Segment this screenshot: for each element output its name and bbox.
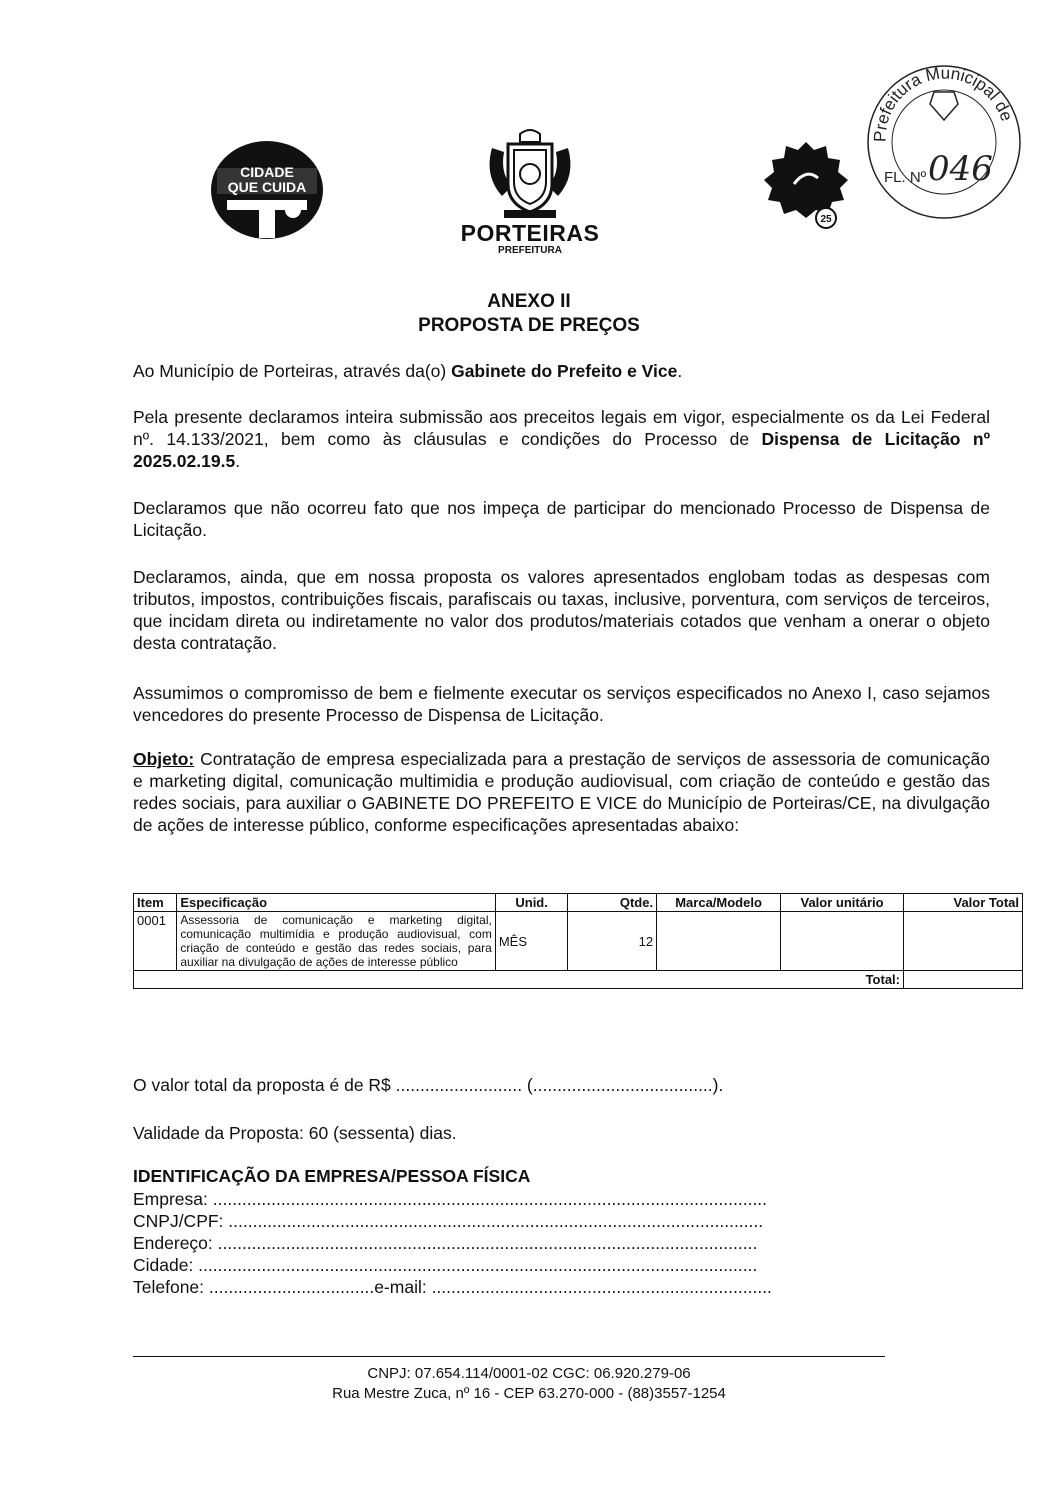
header-unit: Unid. <box>495 894 568 912</box>
identification-heading: IDENTIFICAÇÃO DA EMPRESA/PESSOA FÍSICA <box>133 1166 531 1186</box>
paragraph-costs: Declaramos, ainda, que em nossa proposta os valores apresentados englobam todas as despesas com tributos, impostos, contribuições fiscais, parafiscais ou taxas, inclusive, porventura, com serviços de terceiros, que incidam direta ou indiretamente no valor dos produtos/materiais cotados que venham a onerar o objeto desta contratação. <box>133 567 990 653</box>
proposal-total-value: O valor total da proposta é de R$ .......................... (.....................................). <box>133 1075 724 1095</box>
porteiras-name: PORTEIRAS <box>460 220 600 246</box>
cell-spec: Assessoria de comunicação e marketing digital, comunicação multimídia e produção audiovisual, com criação de conteúdo e gestão das redes sociais, para auxiliar na divulgação de ações de interesse público <box>177 912 496 971</box>
municipal-seal-stamp <box>864 62 1024 222</box>
paragraph-object: Objeto: Contratação de empresa especializada para a prestação de serviços de assessoria de comunicação e marketing digital, comunicação multimidia e produção audiovisual, com criação de conteúdo e gestão das redes sociais, para auxiliar o GABINETE DO PREFEITO E VICE do Município de Porteiras/CE, na divulgação de ações de interesse público, conforme especificações apresentadas abaixo: <box>133 749 990 835</box>
header-spec: Especificação <box>177 894 496 912</box>
proposal-validity: Validade da Proposta: 60 (sessenta) dias. <box>133 1123 457 1143</box>
footer-cnpj: CNPJ: 07.654.114/0001-02 CGC: 06.920.279-06 <box>367 1365 691 1382</box>
paragraph-commitment: Assumimos o compromisso de bem e fielmente executar os serviços especificados no Anexo I, caso sejamos vencedores do presente Processo de Dispensa de Licitação. <box>133 683 990 725</box>
svg-text:Prefeitura Municipal de Portei: Prefeitura Municipal de <box>870 63 1017 143</box>
header-item: Item <box>134 894 177 912</box>
cell-item: 0001 <box>134 912 177 971</box>
total-value <box>904 971 1023 989</box>
header-total-price: Valor Total <box>904 894 1023 912</box>
svg-text:25: 25 <box>820 214 832 225</box>
header-unit-price: Valor unitário <box>781 894 904 912</box>
items-table <box>133 893 1023 989</box>
cell-unit: MÊS <box>495 912 568 971</box>
cell-qty: 12 <box>568 912 657 971</box>
cell-unit-price <box>781 912 904 971</box>
seal-fl-number: 046 <box>928 149 993 189</box>
header-brand: Marca/Modelo <box>657 894 781 912</box>
paragraph-no-impediment: Declaramos que não ocorreu fato que nos impeça de participar do mencionado Processo de Dispensa de Licitação. <box>133 498 990 540</box>
header-qty: Qtde. <box>568 894 657 912</box>
footer-divider <box>133 1356 885 1357</box>
table-header-row <box>134 894 1023 912</box>
field-telefone-email: Telefone: ..................................e-mail: ...................................................................... <box>133 1277 772 1297</box>
porteiras-coat-of-arms <box>482 126 578 222</box>
svg-text:QUE CUIDA: QUE CUIDA <box>227 179 307 195</box>
svg-text:CIDADE: CIDADE <box>240 164 294 180</box>
paragraph-addressee: Ao Município de Porteiras, através da(o) Gabinete do Prefeito e Vice. <box>133 361 683 381</box>
field-endereco: Endereço: ............................................................................................................... <box>133 1233 758 1253</box>
total-label: Total: <box>134 971 904 989</box>
anniversary-25-logo <box>758 138 854 234</box>
cidade-que-cuida-logo <box>209 140 325 240</box>
cell-total-price <box>904 912 1023 971</box>
field-cidade: Cidade: ................................................................................................................... <box>133 1255 758 1275</box>
paragraph-declaration: Pela presente declaramos inteira submissão aos preceitos legais em vigor, especialmente os da Lei Federal nº. 14.133/2021, bem como às cláusulas e condições do Processo de Dispensa de Licitação nº 2025.02.19.5. <box>133 407 990 471</box>
prefeitura-label: PREFEITURA <box>498 245 562 256</box>
title-annex: ANEXO II <box>487 291 571 312</box>
table-total-row <box>134 971 1023 989</box>
field-empresa: Empresa: .................................................................................................................. <box>133 1189 768 1209</box>
footer-address: Rua Mestre Zuca, nº 16 - CEP 63.270-000 - (88)3557-1254 <box>332 1385 726 1402</box>
field-cnpj-cpf: CNPJ/CPF: .............................................................................................................. <box>133 1211 764 1231</box>
cell-brand <box>657 912 781 971</box>
title-proposal: PROPOSTA DE PREÇOS <box>418 315 640 336</box>
table-row <box>134 912 1023 971</box>
seal-fl-label: FL. Nº <box>884 169 927 186</box>
